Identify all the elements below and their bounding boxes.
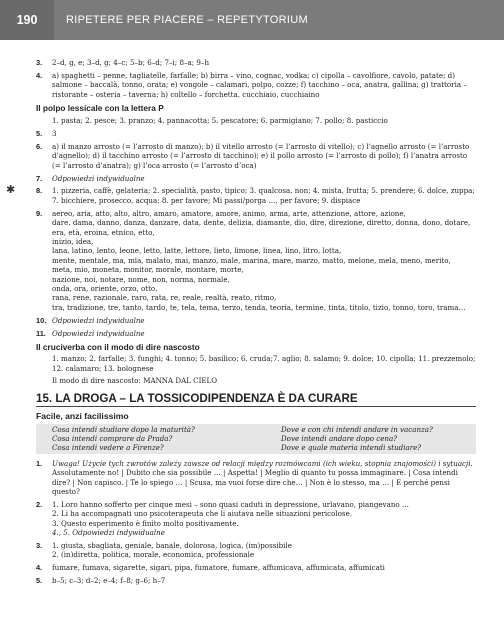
facile-question: Cosa intendi comprare da Prada?	[52, 433, 173, 443]
section-title-polpo: Il polpo lessicale con la lettera P	[36, 103, 164, 114]
item-text: 3. Questo esperimento è finito molto positivamente.	[52, 518, 239, 528]
word-line: dare, dama, danno, danza, danzare, data, dente, delizia, diamante, dio, dire, direzione, diretto, donna, dono, dotare,	[52, 218, 471, 228]
answer-item	[36, 71, 476, 99]
item-text: 1. pizzeria, caffè, gelateria; 2. specialità, pasto, tipico; 3. qualcosa, non; 4. mista, frutta; 5. prendere; 6. dolce, zuppa; 7. bicchiere, prosecco, acqua; 8. per favore; Mi passi/porga …, per favore; 9. dispiace	[52, 186, 475, 205]
section-title-cruciverba: Il cruciverba con il modo di dire nascosto	[36, 342, 200, 353]
word-line: onda, ora, oriente, orzo, otto,	[52, 284, 158, 294]
item-number: 3.	[36, 540, 43, 550]
item-number: 7.	[36, 173, 43, 183]
item-text: Odpowiedzi indywidualne	[52, 328, 145, 338]
word-line: inizio, idea,	[52, 237, 94, 246]
item-number: 9.	[36, 208, 43, 218]
word-line: tra, tradizione, tre, tanto, tardo, te, tela, tema, terzo, tenda, teoria, termine, tinta, titolo, tizio, tonno, toro, trama…	[52, 302, 466, 312]
item-text: fumare, fumava, sigarette, sigari, pipa, fumatore, fumare, affumicava, affumicata, affumicati	[52, 563, 385, 573]
item-number: 8.	[36, 186, 43, 196]
word-line: aereo, aria, atto, alto, altro, amaro, amatore, amore, animo, arma, arte, attenzione, attore, azione,	[52, 208, 406, 218]
star-icon: ✱	[6, 183, 16, 197]
answer-item	[36, 174, 476, 183]
item-text: Odpowiedzi indywidualne	[52, 315, 145, 325]
section-text-polpo: 1. pasta; 2. pesce; 3. pranzo; 4. pannacotta; 5. pescatore; 6. parmigiano; 7. pollo; 8. pasticcio	[52, 115, 388, 125]
item-text: 3	[52, 128, 57, 138]
item-number: 5.	[36, 576, 43, 586]
item-number: 2.	[36, 499, 43, 509]
running-title: RIPETERE PER PIACERE – REPETYTORIUM	[66, 14, 308, 26]
facile-question: Dove intendi andare dopo cena?	[281, 433, 398, 443]
item-number: 1.	[36, 458, 43, 468]
answer-item	[36, 459, 476, 497]
answer-item-9	[36, 209, 476, 312]
answer-item	[36, 541, 476, 560]
word-line: era, età, eroina, etnico, etto,	[52, 227, 155, 237]
answer-item	[36, 500, 476, 538]
facile-title: Facile, anzi facilissimo	[36, 411, 129, 422]
facile-question: Dove e quale materia intendi studiare?	[281, 443, 422, 453]
answer-item	[6, 183, 476, 205]
chapter-title: 15. LA DROGA – LA TOSSICODIPENDENZA È DA CURARE	[36, 394, 476, 407]
facile-question: Cosa intendi studiare dopo la maturità?	[52, 424, 195, 434]
answer-item	[36, 329, 476, 338]
item-text: Assolutamente no! | Dubito che sia possibile … | Aspetta! | Meglio di quanto tu possa immaginare. | Cosa intendi dire? | Non capisco. | Te lo spiego … | Scusa, ma vuoi forse dire che… | Non è lo stesso, ma … | E perché pensi questo?	[52, 468, 458, 496]
item-text: 2. (in)diretta, politica, morale, economica, professionale	[52, 550, 255, 560]
item-text: 2–d, g, e; 3–d, g; 4–c; 5–b; 6–d; 7–i; 8–a; 9–h	[52, 58, 210, 67]
answer-item	[36, 576, 476, 585]
item-text: Odpowiedzi indywidualne	[52, 173, 145, 183]
word-line: meta, mio, moneta, monitor, morale, montare, morte,	[52, 265, 244, 275]
item-text: 1. giusta, sbagliata, geniale, banale, dolorosa, logica, (im)possibile	[52, 540, 292, 550]
word-line: nazione, noi, notare, nome, non, norma, normale,	[52, 274, 230, 284]
cruciverba-answers: 1. manzo; 2. farfalle; 3. funghi; 4. tonno; 5. basilico; 6. cruda;7. aglio; 8. salamo; 9. dolce; 10. cipolla; 11. prezzemolo; 12. calamaro; 13. bolognese	[52, 354, 476, 373]
item-number: 4.	[36, 563, 43, 573]
item-number: 3.	[36, 58, 43, 67]
item-text: b–5; c–3; d–2; e–4; f–8; g–6; h–7	[52, 576, 166, 586]
item-number: 5.	[36, 128, 43, 138]
answer-item	[36, 129, 476, 138]
item-text: 4., 5. Odpowiedzi indywidualne	[52, 528, 165, 538]
item-number: 10.	[36, 315, 47, 325]
facile-question: Cosa intendi vedere a Firenze?	[52, 443, 164, 453]
answer-item	[36, 316, 476, 325]
word-line: rana, rene, razionale, raro, rata, re, reale, realtà, reato, ritmo,	[52, 293, 277, 303]
item-text: a) il manzo arrosto (= l’arrosto di manzo); b) il vitello arrosto (= l’arrosto di vitello); c) l’agnello arrosto (= l’arrosto d’agnello); d) il tacchino arrosto (= l’arrosto di tacchino); e) il pollo arrosto (= l’arrosto di pollo); f) l’anatra arrosto (= l’arrosto d’anatra); g) l’oca arrosto (= l’arrosto d’oca)	[52, 141, 470, 170]
page-header	[0, 0, 504, 40]
page-number: 190	[0, 0, 54, 40]
answer-item	[36, 563, 476, 572]
answer-item	[36, 142, 476, 170]
facile-question: Dove e con chi intendi andare in vacanza?	[281, 424, 433, 434]
word-line: mente, mentale, ma, mia, malato, mai, manzo, male, marina, mare, marzo, matto, melone, mela, meno, merito,	[52, 255, 451, 265]
item-text: a) spaghetti – penne, tagliatelle, farfalle; b) birra – vino, cognac, vodka; c) cipolla – cavolfiore, cavolo, patate; d) salmone – baccalà, tonno, orata; e) vongole – calamari, polpo, cozze; f) tacchino – oca, anatra, gallina; g) trattoria – ristorante – osteria – taverna; h) coltello – forchetta, cucchiaio, cucchiaino	[52, 70, 467, 99]
item-number: 6.	[36, 141, 43, 151]
page-content	[6, 58, 476, 589]
answer-item	[36, 58, 476, 67]
item-note: Uwaga! Użycie tych zwrotów zależy zawsze od relacji między rozmówcami (ich wieku, stopnia znajomości) i sytuacji.	[52, 458, 473, 468]
item-number: 4.	[36, 70, 43, 80]
item-text: 2. Li ha accompagnati uno psicoterapeuta che li aiutava nelle situazioni pericolose.	[52, 509, 353, 519]
facile-box	[36, 424, 476, 454]
word-line: lana, latino, lento, leone, letto, latte, lettore, lieto, limone, linea, lino, litro, lotta,	[52, 246, 342, 256]
item-number: 11.	[36, 328, 46, 338]
cruciverba-hidden-phrase: Il modo di dire nascosto: MANNA DAL CIELO	[52, 376, 218, 386]
item-text: 1. Loro hanno sofferto per cinque mesi – sono quasi caduti in depressione, urlavano, piangevano …	[52, 499, 410, 509]
